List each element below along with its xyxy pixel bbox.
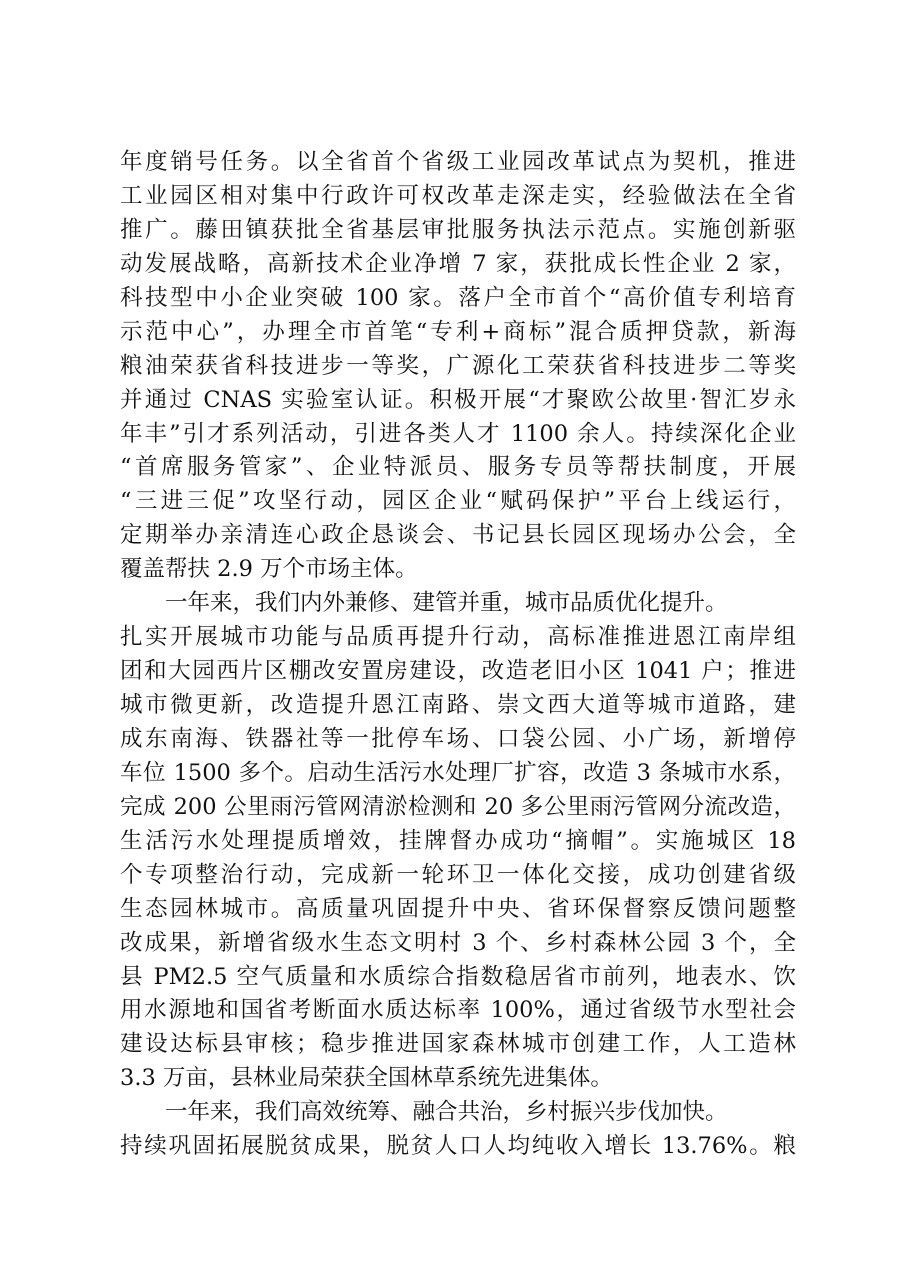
paragraph-1 <box>120 146 796 587</box>
text-line: 车位 1500 多个。启动生活污水处理厂扩容，改造 3 条城市水系， <box>120 759 796 786</box>
text-line: 年丰”引才系列活动，引进各类人才 1100 余人。持续深化企业 <box>120 420 796 447</box>
text-line: “三进三促”攻坚行动，园区企业“赋码保护”平台上线运行， <box>120 488 796 515</box>
text-line: 城市微更新，改造提升恩江南路、崇文西大道等城市道路，建 <box>120 692 796 718</box>
text-line: 成东南海、铁器社等一批停车场、口袋公园、小广场，新增停 <box>120 725 796 752</box>
text-line: 粮油荣获省科技进步一等奖，广源化工荣获省科技进步二等奖 <box>120 352 796 379</box>
text-line: 县 PM2.5 空气质量和水质综合指数稳居省市前列，地表水、饮 <box>120 963 796 990</box>
text-line: 推广。藤田镇获批全省基层审批服务执法示范点。实施创新驱 <box>120 216 796 243</box>
text-line: 扎实开展城市功能与品质再提升行动，高标准推进恩江南岸组 <box>120 624 796 651</box>
text-line: 用水源地和国省考断面水质达标率 100%，通过省级节水型社会 <box>120 997 796 1024</box>
text-line: 一年来，我们高效统筹、融合共治，乡村振兴步伐加快。 <box>165 1099 728 1126</box>
text-line: 团和大园西片区棚改安置房建设，改造老旧小区 1041 户；推进 <box>120 658 796 685</box>
text-line: 工业园区相对集中行政许可权改革走深走实，经验做法在全省 <box>120 182 796 209</box>
text-line: 并通过 CNAS 实验室认证。积极开展“才聚欧公故里·智汇岁永 <box>120 386 796 413</box>
text-line: 持续巩固拓展脱贫成果，脱贫人口人均纯收入增长 13.76%。粮 <box>120 1133 796 1160</box>
text-line: 年度销号任务。以全省首个省级工业园改革试点为契机，推进 <box>120 149 796 175</box>
text-line: 改成果，新增省级水生态文明村 3 个、乡村森林公园 3 个，全 <box>120 929 796 956</box>
text-line: 生态园林城市。高质量巩固提升中央、省环保督察反馈问题整 <box>120 895 796 922</box>
document-page <box>120 146 796 1164</box>
text-line: 个专项整治行动，完成新一轮环卫一体化交接，成功创建省级 <box>120 861 796 888</box>
text-line: 完成 200 公里雨污管网清淤检测和 20 多公里雨污管网分流改造， <box>120 793 796 820</box>
text-line: 科技型中小企业突破 100 家。落户全市首个“高价值专利培育 <box>120 284 796 311</box>
text-line: 3.3 万亩，县林业局荣获全国林草系统先进集体。 <box>120 1065 613 1092</box>
text-line: 定期举办亲清连心政企恳谈会、书记县长园区现场办公会，全 <box>120 522 796 549</box>
text-line: 动发展战略，高新技术企业净增 7 家，获批成长性企业 2 家， <box>120 250 796 277</box>
text-line: 一年来，我们内外兼修、建管并重，城市品质优化提升。 <box>165 590 728 617</box>
text-line: 生活污水处理提质增效，挂牌督办成功“摘帽”。实施城区 18 <box>120 827 796 854</box>
paragraph-3 <box>120 1096 796 1164</box>
text-line: 覆盖帮扶 2.9 万个市场主体。 <box>120 556 418 583</box>
paragraph-2 <box>120 587 796 1096</box>
text-line: “首席服务管家”、企业特派员、服务专员等帮扶制度，开展 <box>120 454 796 481</box>
text-line: 示范中心”，办理全市首笔“专利+商标”混合质押贷款，新海 <box>120 318 796 345</box>
text-line: 建设达标县审核；稳步推进国家森林城市创建工作，人工造林 <box>120 1031 796 1058</box>
